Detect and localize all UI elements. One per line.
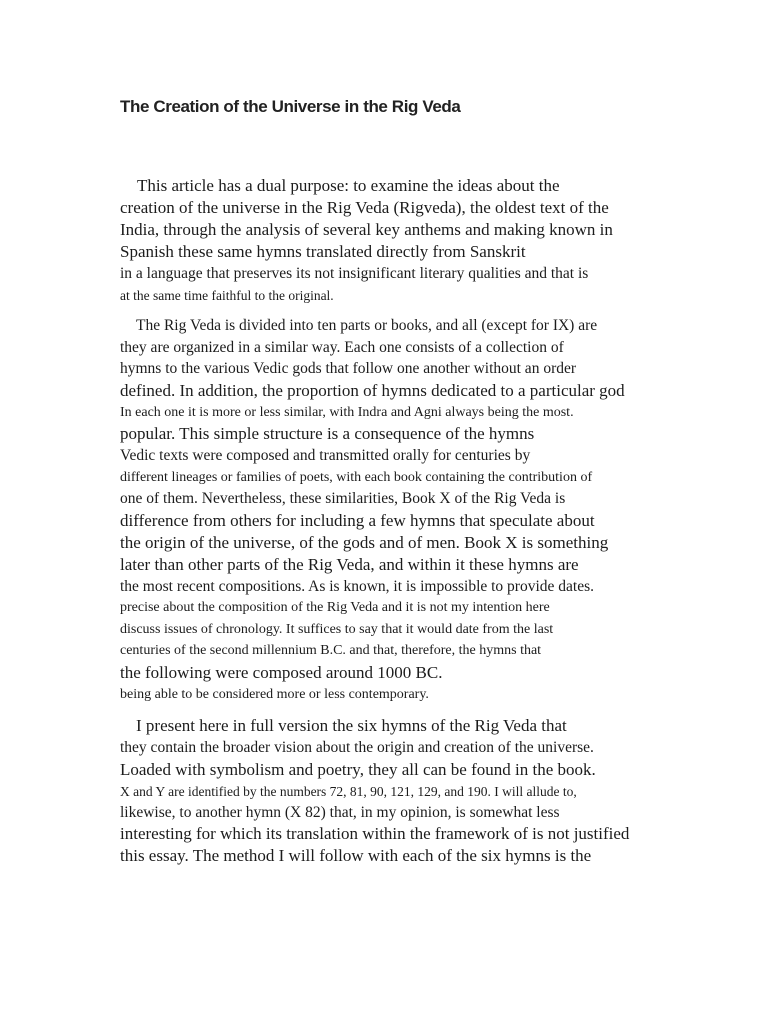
text-line: Spanish these same hymns translated directly from Sanskrit <box>120 242 526 261</box>
paragraph-3 <box>120 715 680 867</box>
text-line: later than other parts of the Rig Veda, and within it these hymns are <box>120 554 579 574</box>
text-line: this essay. The method I will follow with each of the six hymns is the <box>120 846 592 865</box>
text-line: being able to be considered more or less contemporary. <box>120 686 429 702</box>
text-line: the origin of the universe, of the gods and of men. Book X is something <box>120 532 609 552</box>
text-line: popular. This simple structure is a consequence of the hymns <box>120 424 535 443</box>
text-line: the following were composed around 1000 BC. <box>120 662 443 682</box>
text-line: hymns to the various Vedic gods that follow one another without an order <box>120 360 577 377</box>
text-line: at the same time faithful to the original. <box>120 287 334 303</box>
text-line: the most recent compositions. As is known, it is impossible to provide dates. <box>120 577 595 595</box>
text-line: precise about the composition of the Rig Veda and it is not my intention here <box>120 600 550 615</box>
text-line: discuss issues of chronology. It suffices to say that it would date from the last <box>120 621 554 637</box>
text-line: they are organized in a similar way. Each one consists of a collection of <box>120 338 564 356</box>
text-line: likewise, to another hymn (X 82) that, in my opinion, is somewhat less <box>120 803 560 821</box>
text-line: interesting for which its translation within the framework of is not justified <box>120 824 630 843</box>
text-line: This article has a dual purpose: to examine the ideas about the <box>137 176 560 195</box>
text-line: different lineages or families of poets, with each book containing the contribution of <box>120 469 593 485</box>
text-line: In each one it is more or less similar, with Indra and Agni always being the most. <box>120 404 574 420</box>
text-line: defined. In addition, the proportion of hymns dedicated to a particular god <box>120 380 625 400</box>
document-title: The Creation of the Universe in the Rig Veda <box>120 97 461 116</box>
text-line: The Rig Veda is divided into ten parts or books, and all (except for IX) are <box>136 317 598 334</box>
text-line: X and Y are identified by the numbers 72, 81, 90, 121, 129, and 190. I will allude to, <box>120 783 577 799</box>
text-line: India, through the analysis of several key anthems and making known in <box>120 220 613 239</box>
text-line: in a language that preserves its not insignificant literary qualities and that is <box>120 265 589 282</box>
text-line: difference from others for including a few hymns that speculate about <box>120 510 595 530</box>
text-line: Loaded with symbolism and poetry, they all can be found in the book. <box>120 759 596 779</box>
text-line: they contain the broader vision about the origin and creation of the universe. <box>120 739 594 756</box>
paragraph-2 <box>120 315 680 705</box>
paragraph-1 <box>120 175 680 306</box>
text-line: Vedic texts were composed and transmitted orally for centuries by <box>120 447 531 464</box>
text-line: one of them. Nevertheless, these similarities, Book X of the Rig Veda is <box>120 490 566 507</box>
text-line: creation of the universe in the Rig Veda (Rigveda), the oldest text of the <box>120 198 609 217</box>
text-line: centuries of the second millennium B.C. and that, therefore, the hymns that <box>120 643 542 658</box>
text-line: I present here in full version the six hymns of the Rig Veda that <box>136 716 567 735</box>
